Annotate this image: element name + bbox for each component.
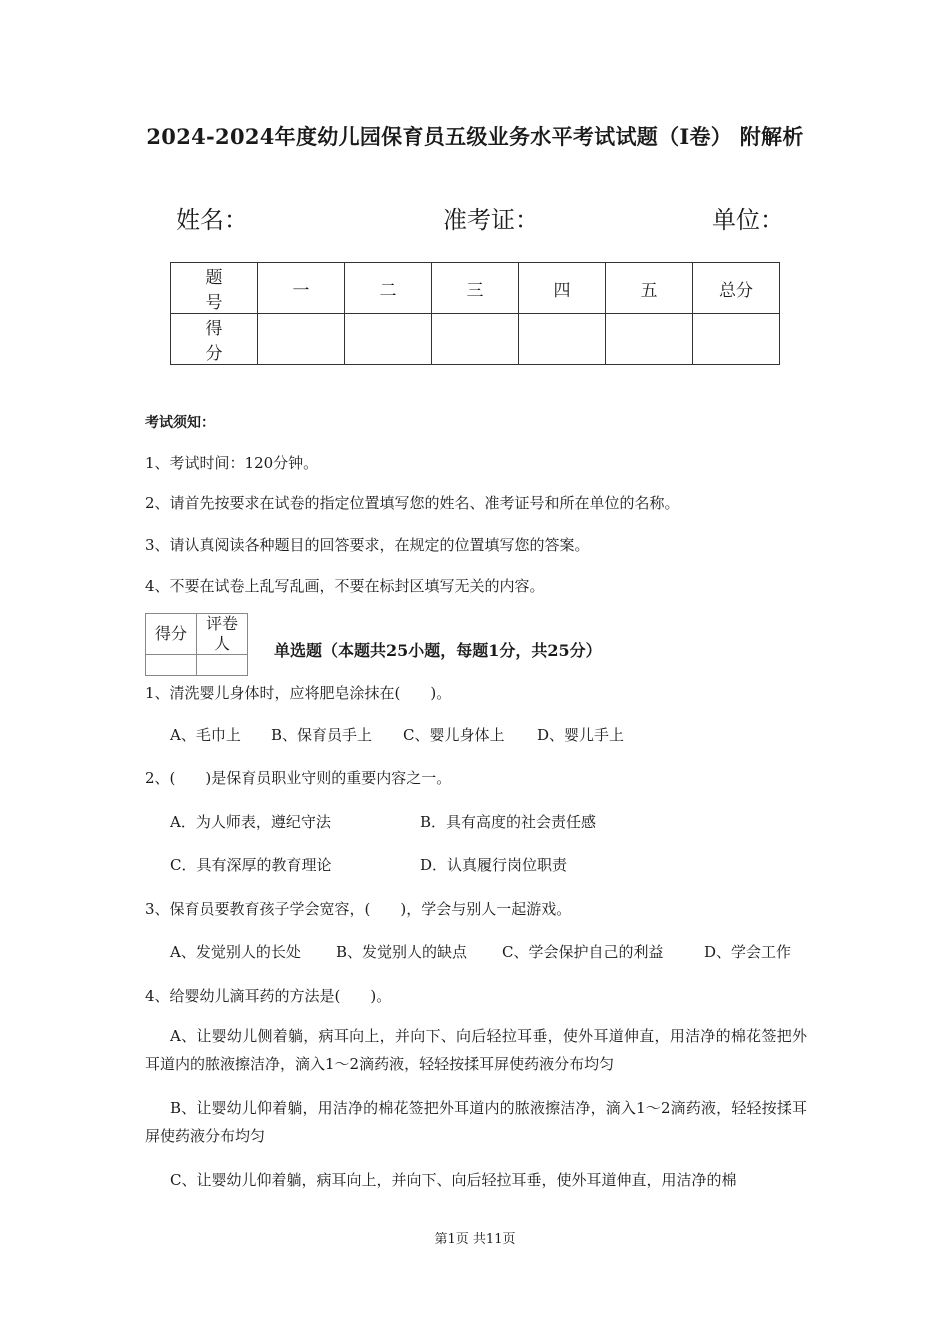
- score-col-2: 二: [345, 263, 432, 314]
- score-cell-total: [693, 314, 780, 365]
- option-b: B、发觉别人的缺点: [336, 943, 468, 961]
- option-c: C、婴儿身体上: [403, 726, 505, 744]
- score-cell-2: [345, 314, 432, 365]
- option-d: D．认真履行岗位职责: [420, 856, 568, 874]
- option-c: C、让婴幼儿仰着躺，病耳向上，并向下、向后轻拉耳垂，使外耳道伸直，用洁净的棉: [170, 1171, 737, 1189]
- option-a: A、让婴幼儿侧着躺，病耳向上，并向下、向后轻拉耳垂，使外耳道伸直，用洁净的棉花签把外耳道内的脓液擦洁净，滴入1～2滴药液，轻轻按揉耳屏使药液分布均匀: [145, 1027, 807, 1073]
- option-c: C、学会保护自己的利益: [502, 943, 664, 961]
- notice-item: 3、请认真阅读各种题目的回答要求，在规定的位置填写您的答案。: [145, 536, 590, 554]
- score-table-score-row: [171, 314, 780, 365]
- score-cell-5: [606, 314, 693, 365]
- notice-title: 考试须知：: [145, 415, 215, 431]
- option-c: C．具有深厚的教育理论: [170, 856, 332, 874]
- question-number-label: 题号: [171, 263, 258, 314]
- score-table: [170, 262, 780, 365]
- score-cell-1: [258, 314, 345, 365]
- page-footer: 第1页 共11页: [434, 1232, 516, 1247]
- score-table-header-row: [171, 263, 780, 314]
- exam-id-label: 准考证：: [443, 206, 539, 234]
- document-title: 2024-2024年度幼儿园保育员五级业务水平考试试题（I卷） 附解析: [146, 124, 804, 149]
- question-stem: 3、保育员要教育孩子学会宽容，( )，学会与别人一起游戏。: [145, 900, 572, 918]
- question-stem: 2、( )是保育员职业守则的重要内容之一。: [145, 769, 452, 787]
- score-cell-4: [519, 314, 606, 365]
- score-col-total: 总分: [693, 263, 780, 314]
- grader-score-label: 得分: [146, 614, 197, 655]
- option-b: B．具有高度的社会责任感: [420, 813, 597, 831]
- name-label: 姓名：: [176, 206, 248, 234]
- option-d: D、婴儿手上: [537, 726, 625, 744]
- option-d: D、学会工作: [704, 943, 792, 961]
- option-b: B、让婴幼儿仰着躺，用洁净的棉花签把外耳道内的脓液擦洁净，滴入1～2滴药液，轻轻按揉耳屏使药液分布均匀: [145, 1099, 807, 1145]
- score-col-5: 五: [606, 263, 693, 314]
- grader-table: [145, 613, 248, 676]
- section-title: 单选题（本题共25小题，每题1分，共25分）: [274, 641, 602, 660]
- grader-name-cell: [197, 655, 248, 676]
- candidate-info-row: [0, 200, 950, 240]
- score-col-4: 四: [519, 263, 606, 314]
- score-col-1: 一: [258, 263, 345, 314]
- notice-item: 1、考试时间：120分钟。: [145, 454, 319, 472]
- unit-label: 单位：: [712, 206, 784, 234]
- question-stem: 4、给婴幼儿滴耳药的方法是( )。: [145, 987, 392, 1005]
- score-cell-3: [432, 314, 519, 365]
- score-col-3: 三: [432, 263, 519, 314]
- notice-item: 4、不要在试卷上乱写乱画，不要在标封区填写无关的内容。: [145, 577, 545, 595]
- option-a: A、毛巾上: [170, 726, 241, 744]
- grader-name-label: 评卷人: [197, 614, 248, 655]
- notice-item: 2、请首先按要求在试卷的指定位置填写您的姓名、准考证号和所在单位的名称。: [145, 494, 680, 512]
- score-label: 得分: [171, 314, 258, 365]
- question-stem: 1、清洗婴儿身体时，应将肥皂涂抹在( )。: [145, 684, 452, 702]
- grader-score-cell: [146, 655, 197, 676]
- option-a: A．为人师表，遵纪守法: [170, 813, 331, 831]
- option-a: A、发觉别人的长处: [170, 943, 301, 961]
- option-b: B、保育员手上: [271, 726, 373, 744]
